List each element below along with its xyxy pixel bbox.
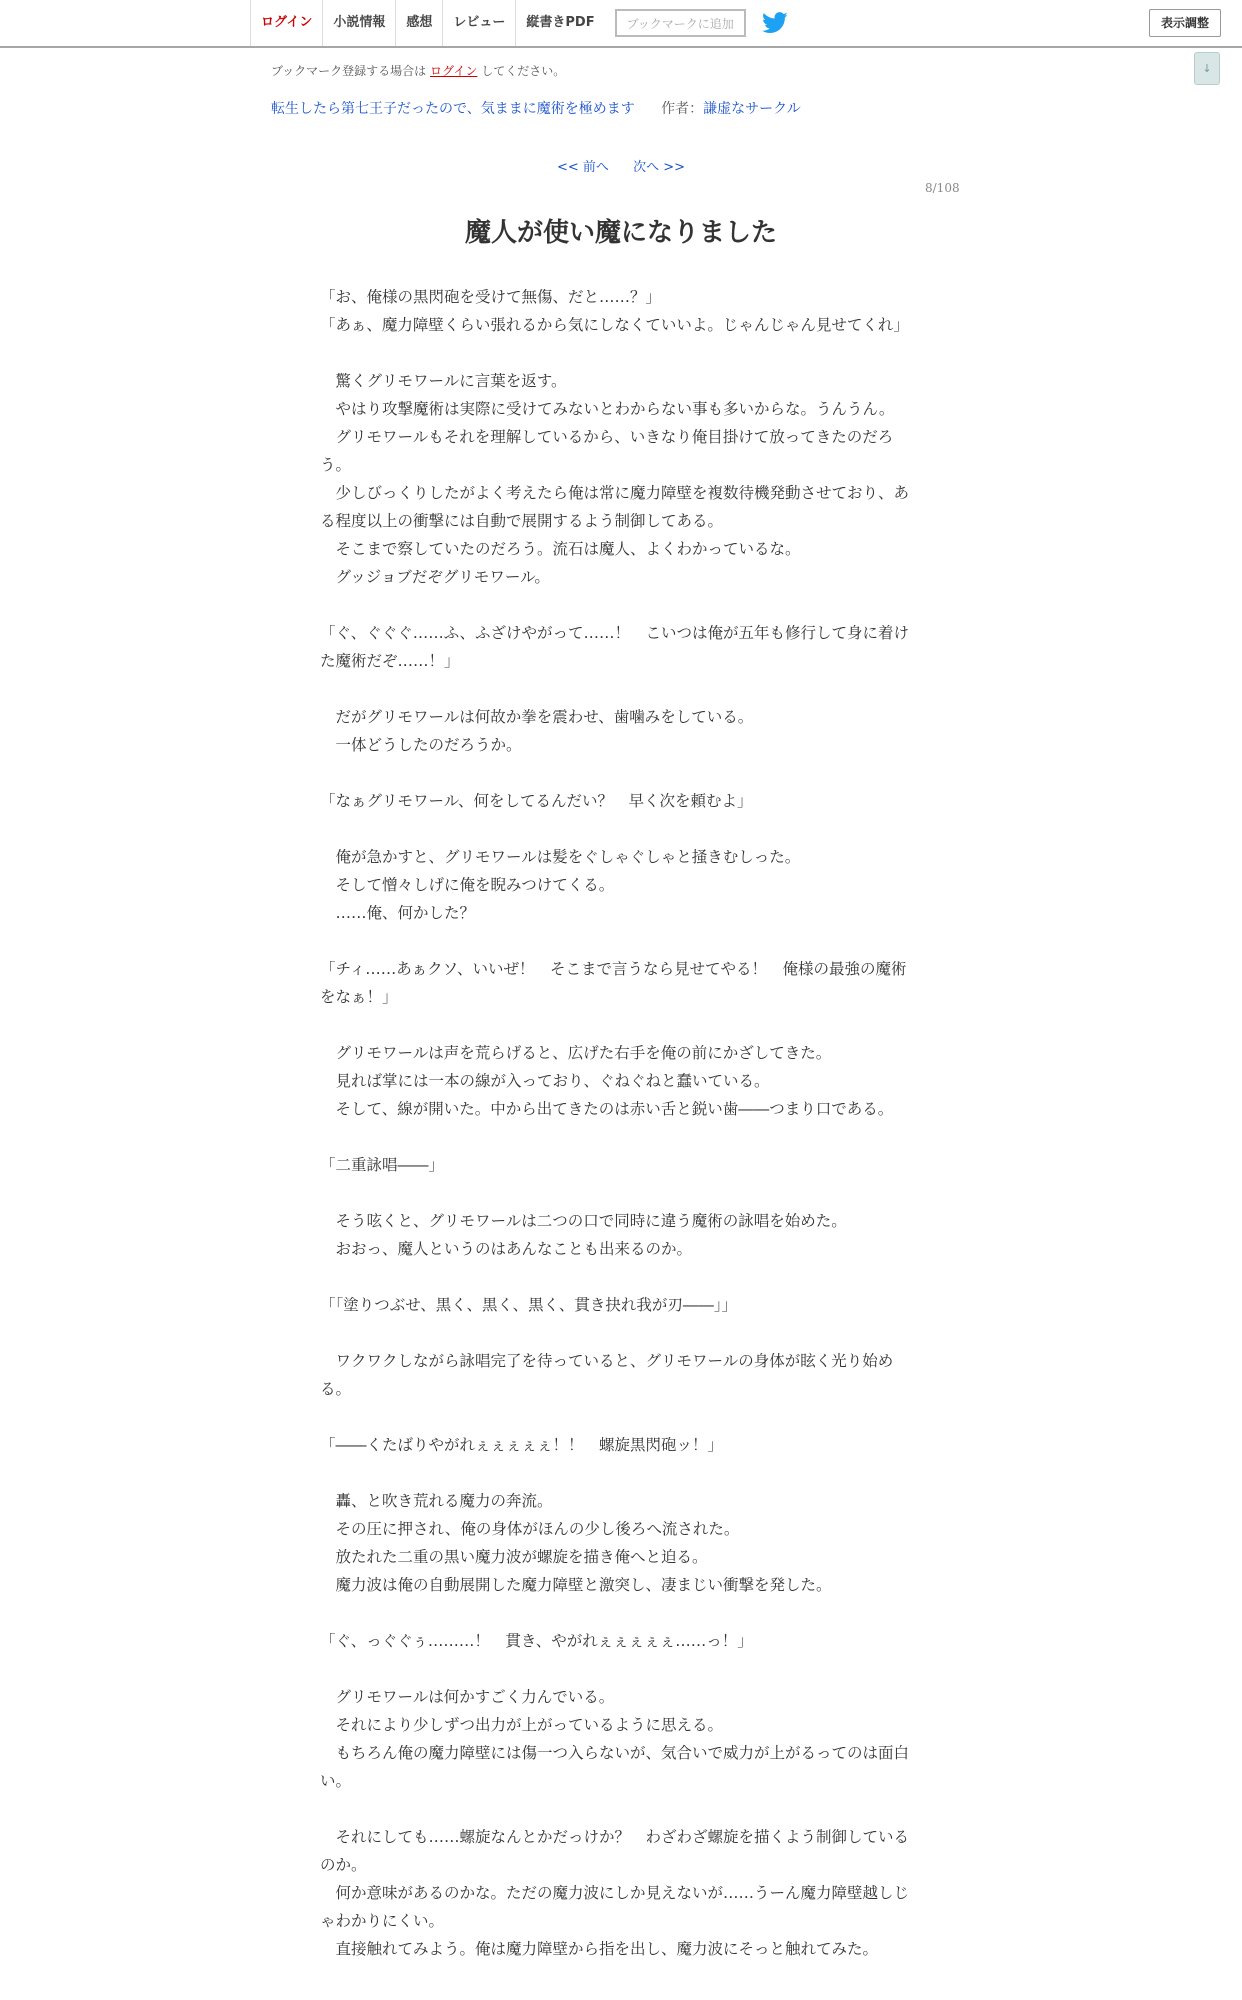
- body-line: おおっ、魔人というのはあんなことも出来るのか。: [320, 1240, 693, 1258]
- body-line: その圧に押され、俺の身体がほんの少し後ろへ流された。: [320, 1520, 740, 1538]
- body-line: [320, 1599, 920, 1627]
- body-line: 一体どうしたのだろうか。: [320, 736, 522, 754]
- chapter-title: 魔人が使い魔になりました: [464, 218, 777, 248]
- body-line: [320, 1011, 920, 1039]
- chapter-count: 8/108: [925, 181, 960, 195]
- next-chapter-link[interactable]: 次へ >>: [633, 160, 685, 175]
- body-line: 「――くたばりやがれぇぇぇぇぇ！！ 螺旋黒閃砲ッ！」: [320, 1436, 724, 1454]
- body-line: そう呟くと、グリモワールは二つの口で同時に違う魔術の詠唱を始めた。: [320, 1212, 847, 1230]
- body-line: 「ぐ、ぐぐぐ……ふ、ふざけやがって……！ こいつは俺が五年も修行して身に着けた魔術だぞ……！」: [320, 624, 910, 670]
- add-bookmark-button[interactable]: ブックマークに追加: [615, 9, 746, 37]
- scroll-down-button[interactable]: ↓: [1194, 52, 1220, 85]
- body-line: やはり攻撃魔術は実際に受けてみないとわからない事も多いからな。うんうん。: [320, 400, 895, 418]
- body-line: グッジョブだぞグリモワール。: [320, 568, 550, 586]
- body-line: そこまで察していたのだろう。流石は魔人、よくわかっているな。: [320, 540, 801, 558]
- body-line: [320, 1123, 920, 1151]
- bookmark-notice: [271, 62, 565, 79]
- body-line: [320, 1795, 920, 1823]
- body-line: [320, 1459, 920, 1487]
- body-line: 「「塗りつぶせ、黒く、黒く、黒く、貫き抉れ我が刃――」」: [320, 1296, 738, 1314]
- body-line: グリモワールは声を荒らげると、広げた右手を俺の前にかざしてきた。: [320, 1044, 832, 1062]
- body-line: [320, 1319, 920, 1347]
- body-line: [320, 759, 920, 787]
- novel-info: [271, 98, 801, 118]
- body-line: そして憎々しげに俺を睨みつけてくる。: [320, 876, 615, 894]
- body-line: [320, 1179, 920, 1207]
- nav-impressions[interactable]: 感想: [395, 0, 442, 46]
- body-line: 「なぁグリモワール、何をしてるんだい？ 早く次を頼むよ」: [320, 792, 753, 810]
- body-line: 「二重詠唱――」: [320, 1156, 445, 1174]
- body-line: それにより少しずつ出力が上がっているように思える。: [320, 1716, 724, 1734]
- body-line: それにしても……螺旋なんとかだっけか？ わざわざ螺旋を描くよう制御しているのか。: [320, 1828, 910, 1874]
- twitter-icon[interactable]: [762, 12, 788, 34]
- chapter-body: [320, 283, 920, 1963]
- notice-login-link[interactable]: ログイン: [430, 64, 478, 78]
- body-line: 驚くグリモワールに言葉を返す。: [320, 372, 567, 390]
- notice-prefix: ブックマーク登録する場合は: [271, 64, 427, 78]
- body-line: 轟、と吹き荒れる魔力の奔流。: [320, 1492, 553, 1510]
- notice-suffix: してください。: [481, 64, 566, 78]
- body-line: [320, 339, 920, 367]
- novel-title-link[interactable]: 転生したら第七王子だったので、気ままに魔術を極めます: [271, 101, 635, 117]
- body-line: 「ぐ、っぐぐぅ………！ 貫き、やがれぇぇぇぇぇ……っ！」: [320, 1632, 753, 1650]
- body-line: 見れば掌には一本の線が入っており、ぐねぐねと蠢いている。: [320, 1072, 770, 1090]
- body-line: [320, 591, 920, 619]
- header-nav: [250, 0, 788, 46]
- display-settings-button[interactable]: 表示調整: [1149, 9, 1221, 37]
- body-line: 魔力波は俺の自動展開した魔力障壁と激突し、凄まじい衝撃を発した。: [320, 1576, 832, 1594]
- chapter-pager: [0, 156, 1242, 175]
- body-line: [320, 815, 920, 843]
- body-line: そして、線が開いた。中から出てきたのは赤い舌と鋭い歯――つまり口である。: [320, 1100, 894, 1118]
- body-line: 「あぁ、魔力障壁くらい張れるから気にしなくていいよ。じゃんじゃん見せてくれ」: [320, 316, 909, 334]
- body-line: 直接触れてみよう。俺は魔力障壁から指を出し、魔力波にそっと触れてみた。: [320, 1940, 879, 1958]
- body-line: [320, 675, 920, 703]
- body-line: [320, 1655, 920, 1683]
- nav-vertical-pdf[interactable]: 縦書きPDF: [515, 0, 604, 46]
- body-line: 何か意味があるのかな。ただの魔力波にしか見えないが……うーん魔力障壁越しじゃわかりにくい。: [320, 1884, 910, 1930]
- body-line: だがグリモワールは何故か拳を震わせ、歯噛みをしている。: [320, 708, 754, 726]
- body-line: ワクワクしながら詠唱完了を待っていると、グリモワールの身体が眩く光り始める。: [320, 1352, 894, 1398]
- author-label: 作者：: [661, 101, 704, 117]
- body-line: グリモワールもそれを理解しているから、いきなり俺目掛けて放ってきたのだろう。: [320, 428, 894, 474]
- body-line: ……俺、何かした？: [320, 904, 476, 922]
- body-line: 「お、俺様の黒閃砲を受けて無傷、だと……？」: [320, 288, 662, 306]
- body-line: 「チィ……あぁクソ、いいぜ！ そこまで言うなら見せてやる！ 俺様の最強の魔術をなぁ！」: [320, 960, 907, 1006]
- body-line: [320, 1403, 920, 1431]
- body-line: 放たれた二重の黒い魔力波が螺旋を描き俺へと迫る。: [320, 1548, 708, 1566]
- prev-chapter-link[interactable]: << 前へ: [557, 160, 609, 175]
- nav-reviews[interactable]: レビュー: [442, 0, 515, 46]
- body-line: もちろん俺の魔力障壁には傷一つ入らないが、気合いで威力が上がるってのは面白い。: [320, 1744, 910, 1790]
- body-line: 俺が急かすと、グリモワールは髪をぐしゃぐしゃと掻きむしった。: [320, 848, 801, 866]
- top-header: [0, 0, 1242, 48]
- body-line: グリモワールは何かすごく力んでいる。: [320, 1688, 615, 1706]
- body-line: [320, 1263, 920, 1291]
- author-link[interactable]: 謙虚なサークル: [703, 101, 801, 117]
- body-line: [320, 927, 920, 955]
- nav-novel-info[interactable]: 小説情報: [322, 0, 395, 46]
- body-line: 少しびっくりしたがよく考えたら俺は常に魔力障壁を複数待機発動させており、ある程度以上の衝撃には自動で展開するよう制御してある。: [320, 484, 910, 530]
- nav-login[interactable]: ログイン: [250, 0, 322, 46]
